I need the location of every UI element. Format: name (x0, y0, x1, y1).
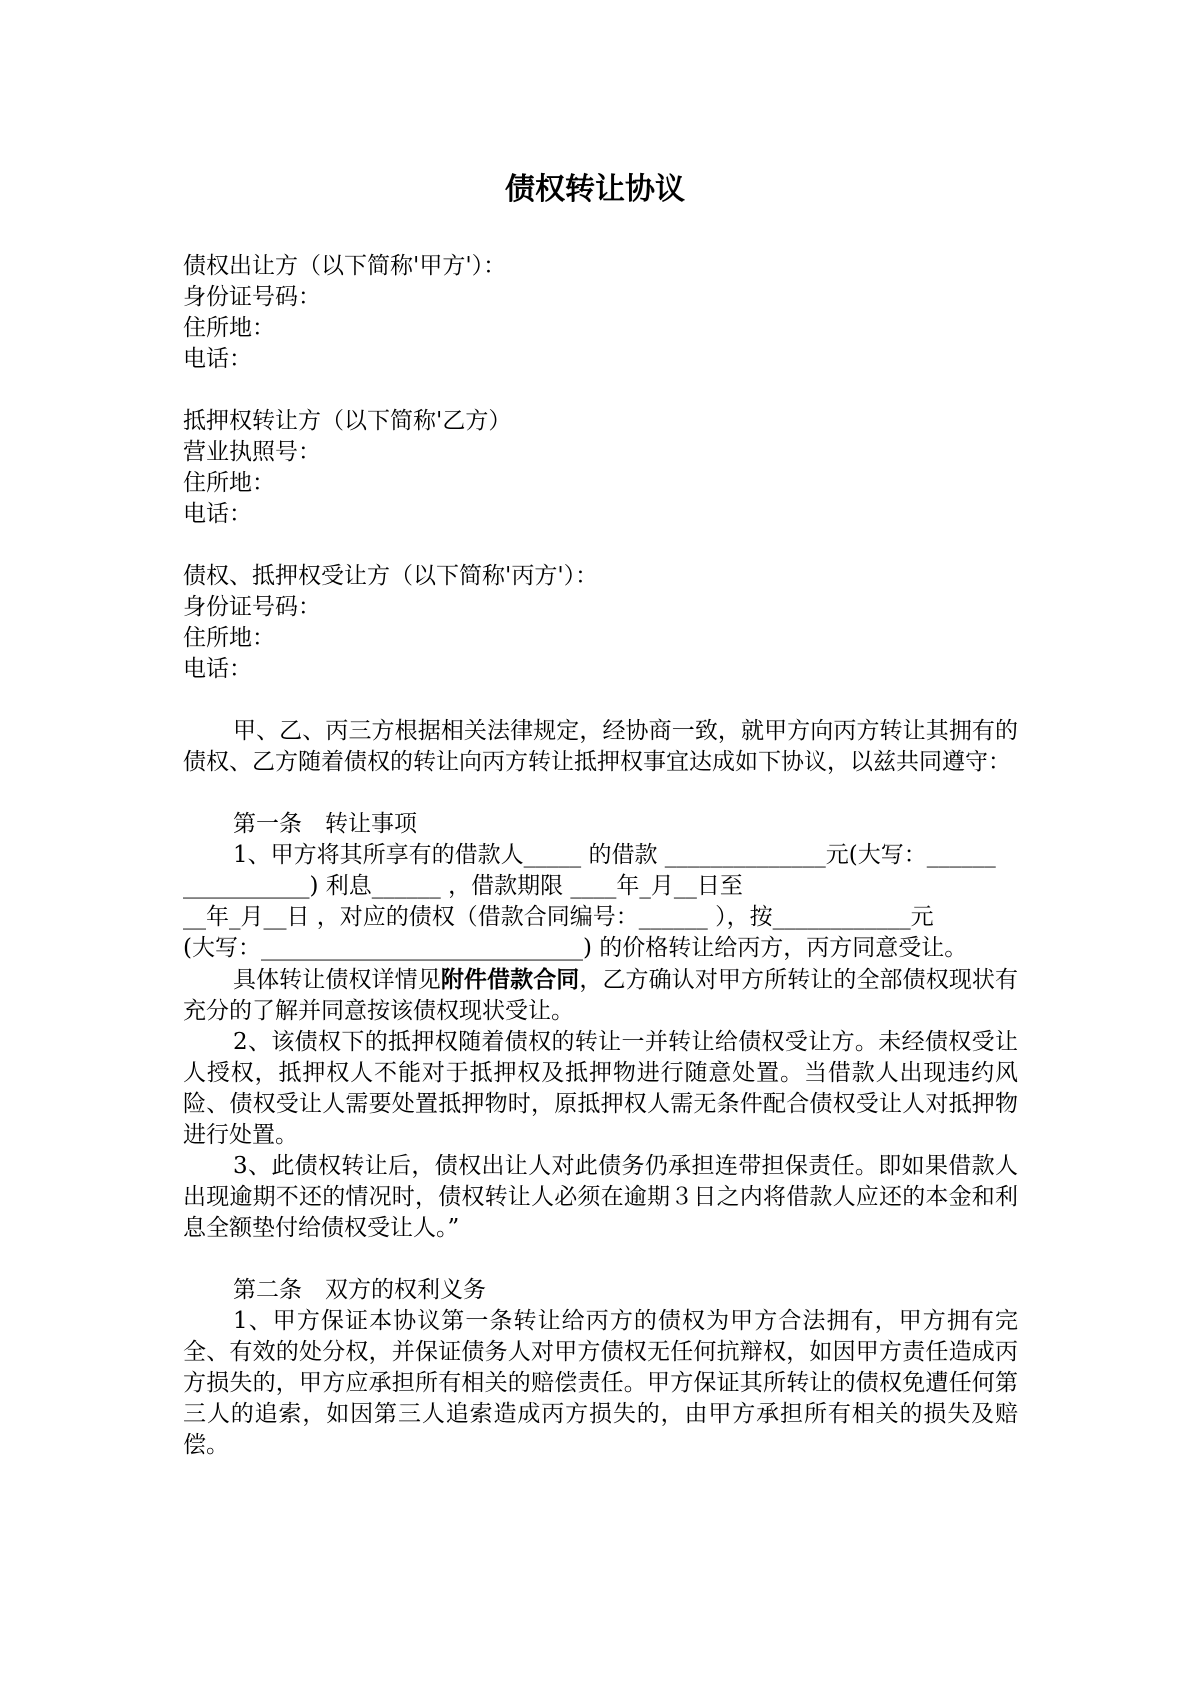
spacer (183, 778, 1018, 809)
article-1-clause-1-line-2: ___________) 利息______ ，借款期限 ____年_月__日至 (183, 873, 743, 899)
party-b-name-line: 抵押权转让方（以下简称'乙方） (183, 408, 512, 434)
spacer (183, 685, 1018, 716)
party-b-license-line: 营业执照号： (183, 439, 321, 465)
preamble-paragraph: 甲、乙、丙三方根据相关法律规定，经协商一致，就甲方向丙方转让其拥有的债权、乙方随着债权的转让向丙方转让抵押权事宜达成如下协议，以兹共同遵守： (183, 718, 1018, 775)
article-1 (183, 809, 1018, 1244)
document-body (183, 251, 1018, 1461)
article-1-clause-3: 3、此债权转让后，债权出让人对此债务仍承担连带担保责任。即如果借款人出现逾期不还的情况时，债权转让人必须在逾期３日之内将借款人应还的本金和利息全额垫付给债权受让人。” (183, 1153, 1018, 1241)
party-c-phone-line: 电话： (183, 656, 252, 682)
article-2 (183, 1275, 1018, 1461)
document-title: 债权转让协议 (505, 172, 685, 207)
party-c-name-line: 债权、抵押权受让方（以下简称'丙方'）： (183, 563, 599, 589)
article-1-clause-1-line-1: 1、甲方将其所享有的借款人_____ 的借款 ______________元(大写：______ (233, 842, 996, 868)
article-1-attachment-paragraph (183, 964, 1018, 1027)
article-2-clause-1: 1、甲方保证本协议第一条转让给丙方的债权为甲方合法拥有，甲方拥有完全、有效的处分权，并保证债务人对甲方债权无任何抗辩权，如因甲方责任造成丙方损失的，甲方应承担所有相关的赔偿责任。甲方保证其所转让的债权免遭任何第三人的追索，如因第三人追索造成丙方损失的，由甲方承担所有相关的损失及赔偿。 (183, 1308, 1018, 1458)
party-a-id-line: 身份证号码： (183, 284, 321, 310)
attachment-reference: 附件借款合同 (440, 966, 580, 993)
party-c-block (183, 561, 1018, 685)
party-b-block (183, 406, 1018, 530)
party-c-id-line: 身份证号码： (183, 594, 321, 620)
spacer (183, 375, 1018, 406)
party-a-address-line: 住所地： (183, 315, 275, 341)
article-1-clause-2: 2、该债权下的抵押权随着债权的转让一并转让给债权受让方。未经债权受让人授权，抵押权人不能对于抵押权及抵押物进行随意处置。当借款人出现违约风险、债权受让人需要处置抵押物时，原抵押权人需无条件配合债权受让人对抵押物进行处置。 (183, 1029, 1018, 1148)
article-1-clause-1-line-4: (大写：____________________________) 的价格转让给丙方，丙方同意受让。 (183, 935, 968, 961)
article-1-clause-1-line-3: __年_月__日 ，对应的债权（借款合同编号：______ ），按____________元 (183, 904, 934, 930)
article-2-heading: 第二条 双方的权利义务 (233, 1277, 486, 1303)
party-a-name-line: 债权出让方（以下简称'甲方'）： (183, 253, 507, 279)
party-a-phone-line: 电话： (183, 346, 252, 372)
spacer (183, 1244, 1018, 1275)
party-b-address-line: 住所地： (183, 470, 275, 496)
attachment-text-after: ，乙方确认对甲方所转让的全部债权现状有充分的了解并同意按该债权现状受让。 (183, 967, 1019, 1024)
attachment-text-before: 具体转让债权详情见 (233, 967, 441, 993)
party-c-address-line: 住所地： (183, 625, 275, 651)
article-1-heading: 第一条 转让事项 (233, 811, 417, 837)
spacer (183, 530, 1018, 561)
party-a-block (183, 251, 1018, 375)
party-b-phone-line: 电话： (183, 501, 252, 527)
